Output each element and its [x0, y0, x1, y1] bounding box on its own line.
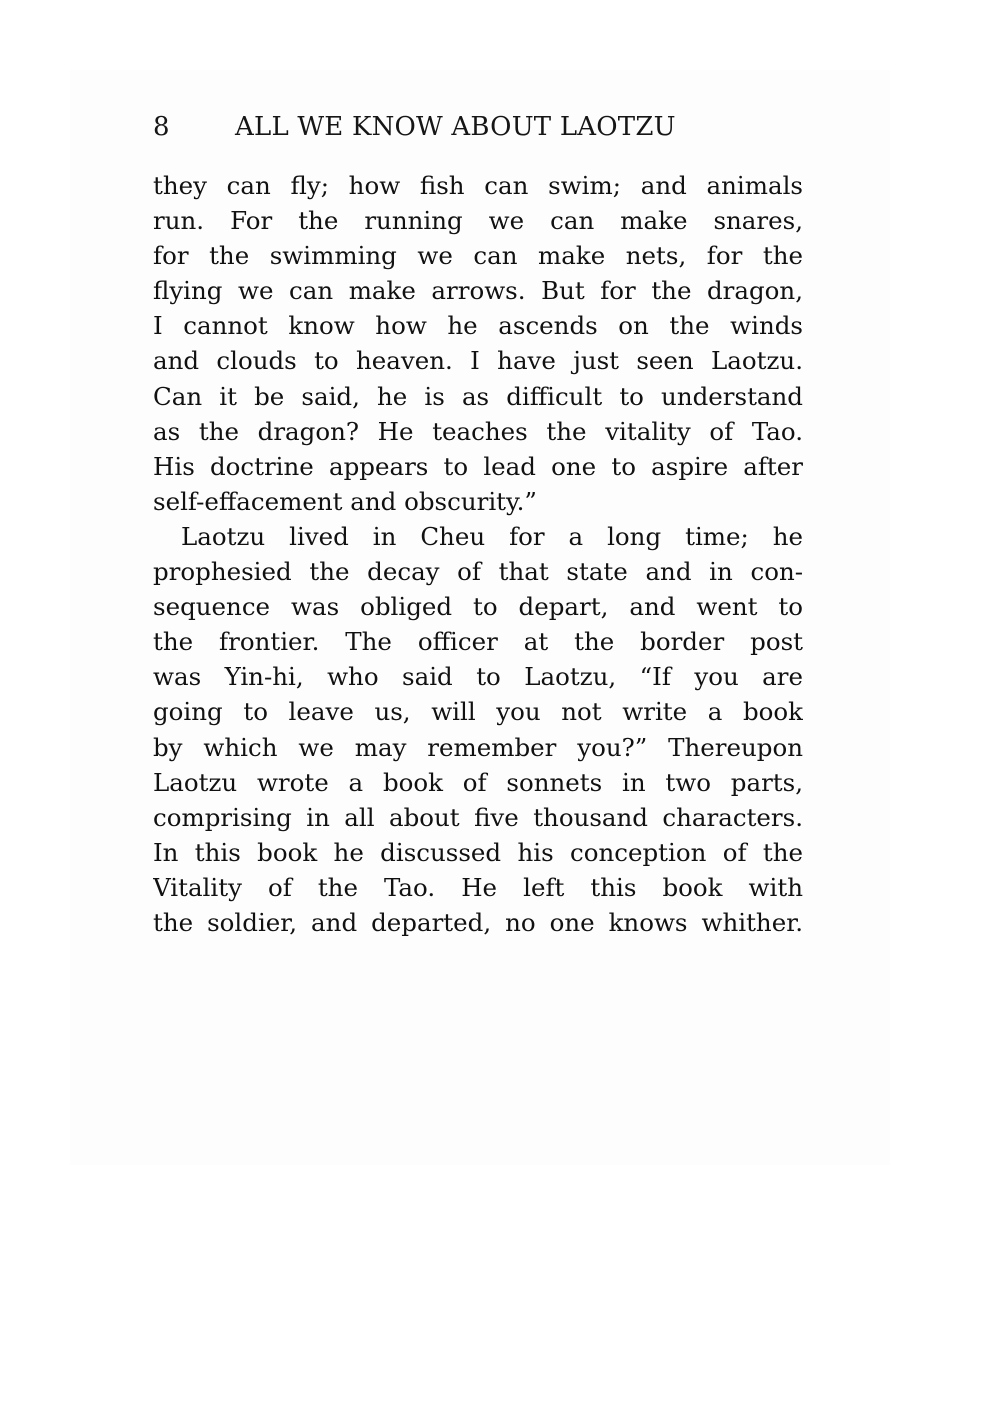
- text-line: prophesied the decay of that state and in con-: [153, 557, 803, 587]
- text-line: Laotzu wrote a book of sonnets in two parts,: [153, 767, 803, 797]
- text-line: flying we can make arrows. But for the dragon,: [153, 276, 803, 306]
- text-line: Vitality of the Tao. He left this book with: [153, 872, 803, 902]
- running-title: ALL WE KNOW ABOUT LAOTZU: [235, 112, 676, 142]
- text-line: run. For the running we can make snares,: [153, 206, 803, 236]
- text-line: comprising in all about five thousand characters.: [153, 802, 803, 832]
- text-line: sequence was obliged to depart, and went to: [153, 592, 803, 622]
- text-line: as the dragon? He teaches the vitality of Tao.: [153, 416, 803, 446]
- paragraph-continued: [153, 168, 803, 519]
- page-number: 8: [153, 112, 170, 142]
- text-line: and clouds to heaven. I have just seen Laotzu.: [153, 346, 803, 376]
- text-line: by which we may remember you?” Thereupon: [153, 732, 803, 762]
- text-line: In this book he discussed his conception of the: [153, 837, 803, 867]
- body-text: [153, 168, 803, 940]
- text-line: Can it be said, he is as difficult to understand: [153, 381, 803, 411]
- text-line: the soldier, and departed, no one knows whither.: [153, 907, 803, 937]
- text-line: was Yin-hi, who said to Laotzu, “If you are: [153, 662, 803, 692]
- text-line: the frontier. The officer at the border post: [153, 627, 803, 657]
- text-line: I cannot know how he ascends on the winds: [153, 311, 803, 341]
- text-line: Laotzu lived in Cheu for a long time; he: [181, 521, 803, 551]
- text-line: His doctrine appears to lead one to aspire after: [153, 451, 803, 481]
- text-line: for the swimming we can make nets, for the: [153, 241, 803, 271]
- paragraph-laotzu-departure: [153, 519, 803, 940]
- text-line: going to leave us, will you not write a book: [153, 697, 803, 727]
- text-line: they can fly; how fish can swim; and animals: [153, 171, 803, 200]
- text-line: self-effacement and obscurity.”: [153, 486, 537, 516]
- running-head: [153, 112, 803, 152]
